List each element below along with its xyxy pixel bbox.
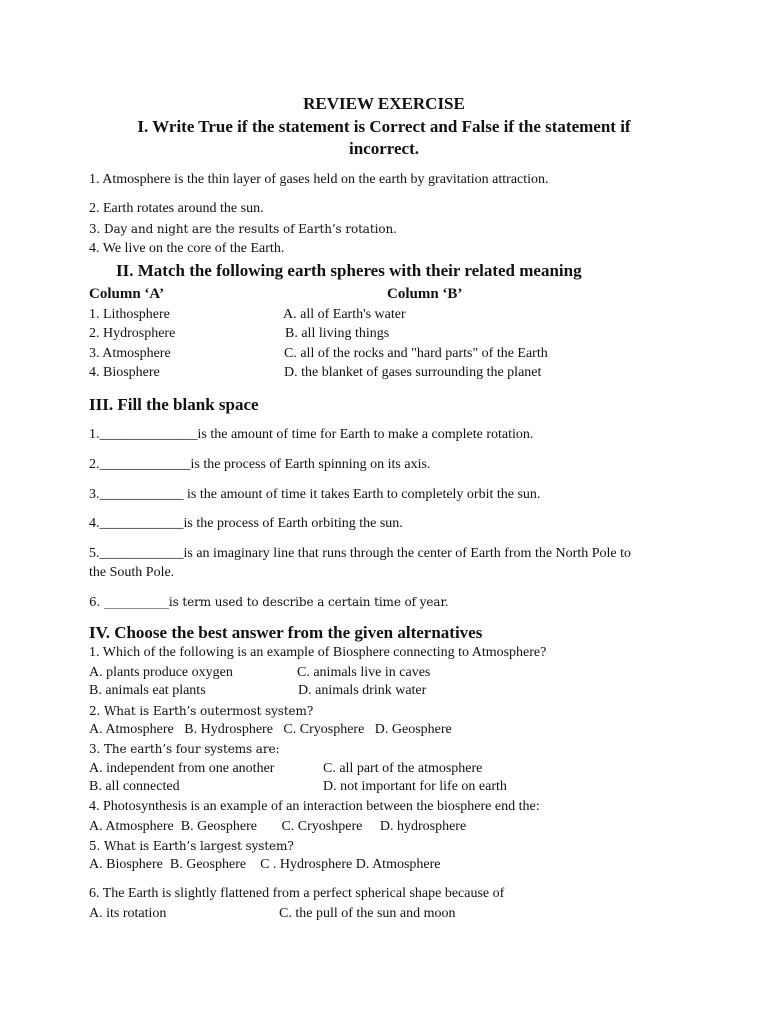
match-b-2: B. all living things bbox=[285, 326, 390, 341]
mc-question-3: 3. The earth’s four systems are: bbox=[89, 742, 280, 756]
match-a-3: 3. Atmosphere bbox=[89, 346, 171, 361]
mc-q3-option-a: A. independent from one another bbox=[89, 761, 275, 776]
mc-q4-options: A. Atmosphere B. Geosphere C. Cryoshpere D. hydrosphere bbox=[89, 819, 467, 834]
mc-q2-options: A. Atmosphere B. Hydrosphere C. Cryosphere D. Geosphere bbox=[89, 722, 452, 737]
mc-q3-option-b: B. all connected bbox=[89, 779, 180, 794]
blank-item-1: 1.______________is the amount of time for Earth to make a complete rotation. bbox=[89, 427, 534, 442]
mc-q1-option-c: C. animals live in caves bbox=[297, 665, 431, 680]
mc-q5-options: A. Biosphere B. Geosphere C . Hydrosphere D. Atmosphere bbox=[89, 857, 441, 872]
mc-q6-option-a: A. its rotation bbox=[89, 906, 167, 921]
match-a-4: 4. Biosphere bbox=[89, 365, 160, 380]
page-title: REVIEW EXERCISE bbox=[303, 94, 465, 113]
tf-item-1: 1. Atmosphere is the thin layer of gases held on the earth by gravitation attraction. bbox=[89, 172, 549, 187]
mc-question-1: 1. Which of the following is an example of Biosphere connecting to Atmosphere? bbox=[89, 645, 547, 660]
mc-question-6: 6. The Earth is slightly flattened from a perfect spherical shape because of bbox=[89, 886, 505, 901]
tf-item-2: 2. Earth rotates around the sun. bbox=[89, 201, 264, 216]
mc-q1-option-d: D. animals drink water bbox=[298, 683, 427, 698]
mc-q3-option-c: C. all part of the atmosphere bbox=[323, 761, 483, 776]
blank-item-5-cont: the South Pole. bbox=[89, 565, 175, 580]
tf-item-4: 4. We live on the core of the Earth. bbox=[89, 241, 285, 256]
column-a-header: Column ‘A’ bbox=[89, 286, 165, 302]
match-b-3: C. all of the rocks and "hard parts" of the Earth bbox=[284, 346, 548, 361]
match-b-4: D. the blanket of gases surrounding the planet bbox=[284, 365, 542, 380]
mc-question-2: 2. What is Earth’s outermost system? bbox=[89, 704, 314, 718]
section3-heading: III. Fill the blank space bbox=[89, 395, 259, 414]
mc-q1-option-a: A. plants produce oxygen bbox=[89, 665, 233, 680]
mc-question-5: 5. What is Earth’s largest system? bbox=[89, 839, 294, 853]
blank-item-6: 6. ___________is term used to describe a certain time of year. bbox=[89, 595, 449, 609]
section4-heading: IV. Choose the best answer from the given alternatives bbox=[89, 623, 483, 642]
mc-question-4: 4. Photosynthesis is an example of an interaction between the biosphere end the: bbox=[89, 799, 540, 814]
section1-heading-line2: incorrect. bbox=[348, 139, 419, 158]
column-b-header: Column ‘B’ bbox=[387, 286, 463, 302]
match-a-1: 1. Lithosphere bbox=[89, 307, 170, 322]
section2-heading: II. Match the following earth spheres with their related meaning bbox=[116, 261, 582, 280]
blank-item-3: 3.____________ is the amount of time it takes Earth to completely orbit the sun. bbox=[89, 487, 541, 502]
mc-q6-option-c: C. the pull of the sun and moon bbox=[279, 906, 456, 921]
mc-q1-option-b: B. animals eat plants bbox=[89, 683, 206, 698]
match-b-1: A. all of Earth's water bbox=[283, 307, 406, 322]
section1-heading-line1: I. Write True if the statement is Correct and False if the statement if bbox=[137, 117, 631, 136]
mc-q3-option-d: D. not important for life on earth bbox=[323, 779, 507, 794]
match-a-2: 2. Hydrosphere bbox=[89, 326, 176, 341]
tf-item-3: 3. Day and night are the results of Earth’s rotation. bbox=[89, 222, 397, 236]
blank-item-4: 4.____________is the process of Earth orbiting the sun. bbox=[89, 516, 403, 531]
blank-item-5: 5.____________is an imaginary line that runs through the center of Earth from the North Pole to bbox=[89, 546, 631, 561]
blank-item-2: 2._____________is the process of Earth spinning on its axis. bbox=[89, 457, 431, 472]
